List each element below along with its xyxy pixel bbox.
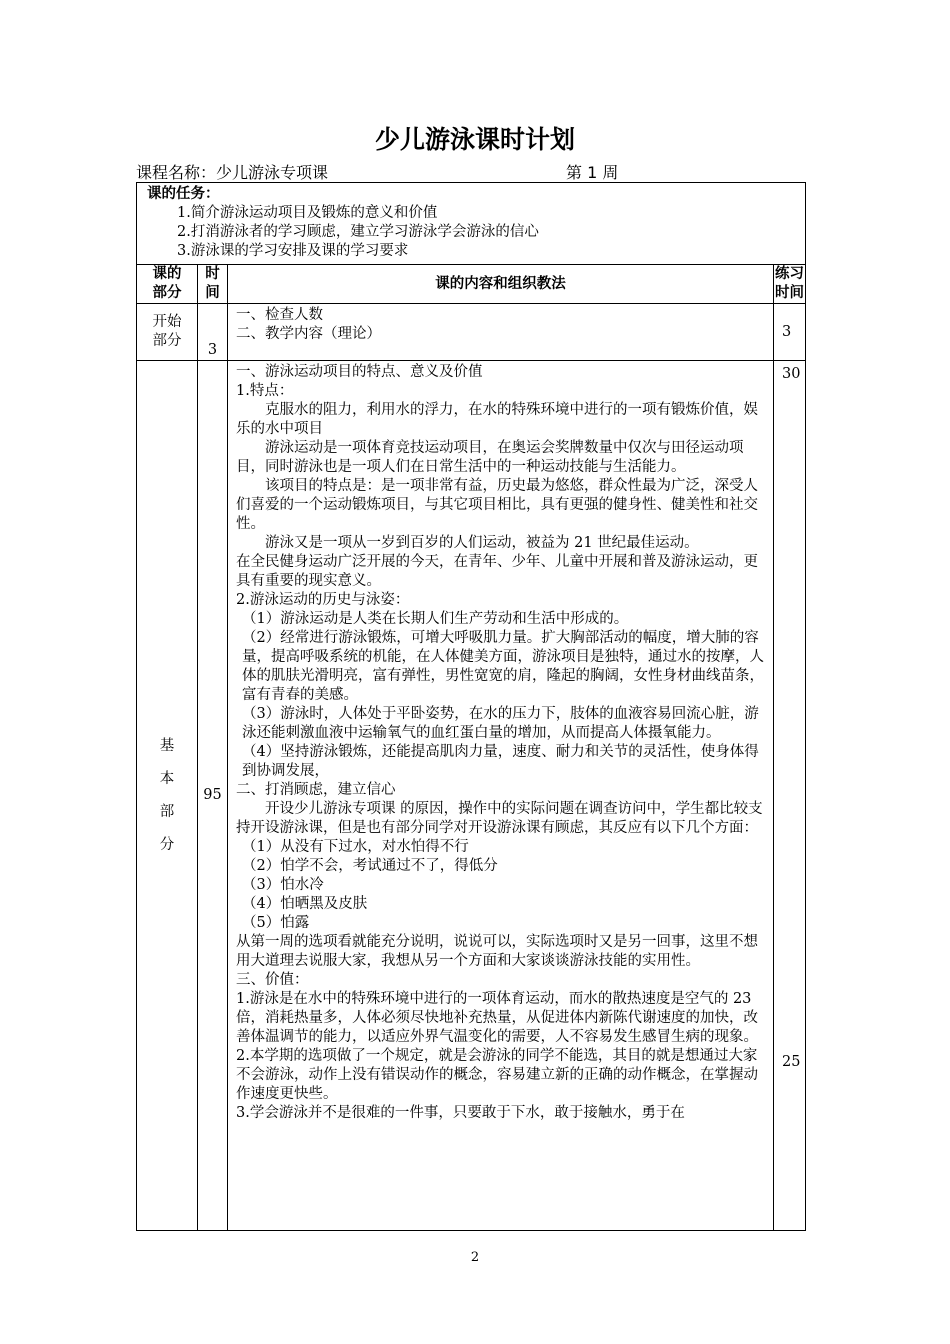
page-number: 2 (470, 1250, 480, 1265)
content-line: 3.学会游泳并不是很难的一件事，只要敢于下水，敢于接触水，勇于在 (236, 1105, 685, 1121)
content-line: （2）怕学不会，考试通过不了，得低分 (242, 858, 498, 874)
content-line: （3）怕水冷 (242, 877, 324, 893)
content-line: （5）怕露 (242, 915, 310, 931)
start-content (228, 304, 774, 361)
header-practice-line: 时间 (775, 285, 805, 301)
lesson-plan-table (136, 182, 806, 1231)
basic-content (228, 361, 774, 1231)
content-line: 该项目的特点是：是一项非常有益，历史最为悠悠，群众性最为广泛，深受人们喜爱的一个运动锻炼项目，与其它项目相比，具有更强的健身性、健美性和社交性。 (236, 478, 758, 532)
header-section-line: 课的 (152, 266, 182, 282)
tasks-row (137, 183, 806, 265)
header-content: 课的内容和组织教法 (228, 265, 774, 304)
basic-section-char: 分 (159, 836, 175, 853)
content-line: 1.特点： (236, 383, 294, 399)
content-line: 游泳运动是一项体育竞技运动项目，在奥运会奖牌数量中仅次与田径运动项目，同时游泳也是一项人们在日常生活中的一种运动技能与生活能力。 (236, 440, 744, 475)
content-line: （4）坚持游泳锻炼，还能提高肌肉力量，速度、耐力和关节的灵活性，使身体得到协调发展， (242, 744, 759, 779)
start-section (137, 304, 198, 361)
content-line: 2.游泳运动的历史与泳姿： (236, 592, 410, 608)
basic-practice-time (774, 361, 806, 1231)
course-name: 课程名称：少儿游泳专项课 (136, 163, 329, 182)
content-line: （2）经常进行游泳锻炼，可增大呼吸肌力量。扩大胸部活动的幅度，增大肺的容量，提高呼吸系统的机能，在人体健美方面，游泳项目是独特，通过水的按摩，人体的肌肤光滑明亮，富有弹性，男性宽宽的肩，隆起的胸阔，女性身材曲线苗条，富有青春的美感。 (242, 630, 764, 703)
content-line: 二、教学内容（理论） (236, 326, 381, 342)
content-line: 开设少儿游泳专项课 的原因，操作中的实际问题在调查访问中，学生都比较支持开设游泳课，但是也有部分同学对开设游泳课有顾虑，其反应有以下几个方面： (236, 801, 763, 836)
header-row (137, 265, 806, 304)
practice-time-value: 25 (782, 1054, 801, 1070)
header-time-line: 间 (205, 285, 220, 301)
start-practice-time: 3 (774, 304, 806, 361)
task-item: 3.游泳课的学习安排及课的学习要求 (177, 243, 409, 259)
basic-section-char: 基 (159, 737, 175, 754)
content-line: 克服水的阻力，利用水的浮力，在水的特殊环境中进行的一项有锻炼价值，娱乐的水中项目 (236, 402, 758, 437)
header-section (137, 265, 198, 304)
start-section-line: 部分 (152, 333, 182, 349)
week-label: 第 1 周 (566, 163, 619, 182)
tasks-cell (137, 183, 806, 265)
content-line: 一、检查人数 (236, 307, 323, 323)
start-time: 3 (198, 304, 228, 361)
task-item: 2.打消游泳者的学习顾虑，建立学习游泳学会游泳的信心 (177, 224, 539, 240)
basic-section (137, 361, 198, 1231)
practice-time-value: 30 (782, 366, 801, 382)
task-item: 1.简介游泳运动项目及锻炼的意义和价值 (177, 205, 438, 221)
content-line: 在全民健身运动广泛开展的今天，在青年、少年、儿童中开展和普及游泳运动，更具有重要的现实意义。 (236, 554, 758, 589)
start-section-line: 开始 (152, 314, 182, 330)
content-line: （1）从没有下过水，对水怕得不行 (242, 839, 469, 855)
content-line: 三、价值： (236, 972, 309, 988)
header-practice-line: 练习 (775, 266, 805, 282)
content-line: 游泳又是一项从一岁到百岁的人们运动，被益为 21 世纪最佳运动。 (265, 535, 699, 551)
content-line: 二、打消顾虑，建立信心 (236, 782, 396, 798)
content-line: 从第一周的选项看就能充分说明，说说可以，实际选项时又是另一回事，这里不想用大道理去说服大家，我想从另一个方面和大家谈谈游泳技能的实用性。 (236, 934, 758, 969)
header-section-line: 部分 (152, 285, 182, 301)
start-row (137, 304, 806, 361)
page-title: 少儿游泳课时计划 (374, 125, 575, 154)
content-line: 一、游泳运动项目的特点、意义及价值 (236, 364, 483, 380)
content-line: （3）游泳时，人体处于平卧姿势，在水的压力下，肢体的血液容易回流心脏，游泳还能刺激血液中运输氧气的血红蛋白量的增加，从而提高人体摄氧能力。 (242, 706, 759, 741)
basic-time: 95 (198, 361, 228, 1231)
header-practice (774, 265, 806, 304)
content-line: 1.游泳是在水中的特殊环境中进行的一项体育运动，而水的散热速度是空气的 23 倍，消耗热量多，人体必须尽快地补充热量，从促进体内新陈代谢速度的加快，改善体温调节的能力，以适应外界气温变化的需要，人不容易发生感冒生病的现象。 (236, 991, 758, 1045)
header-time (198, 265, 228, 304)
basic-row (137, 361, 806, 1231)
course-info (136, 160, 836, 182)
content-line: （1）游泳运动是人类在长期人们生产劳动和生活中形成的。 (242, 611, 629, 627)
basic-section-char: 本 (159, 770, 175, 787)
tasks-heading: 课的任务： (147, 186, 220, 202)
basic-section-char: 部 (159, 803, 175, 820)
content-line: （4）怕晒黑及皮肤 (242, 896, 368, 912)
content-line: 2.本学期的选项做了一个规定，就是会游泳的同学不能选，其目的就是想通过大家不会游泳，动作上没有错误动作的概念，容易建立新的正确的动作概念，在掌握动作速度更快些。 (236, 1048, 758, 1102)
header-time-line: 时 (205, 266, 220, 282)
